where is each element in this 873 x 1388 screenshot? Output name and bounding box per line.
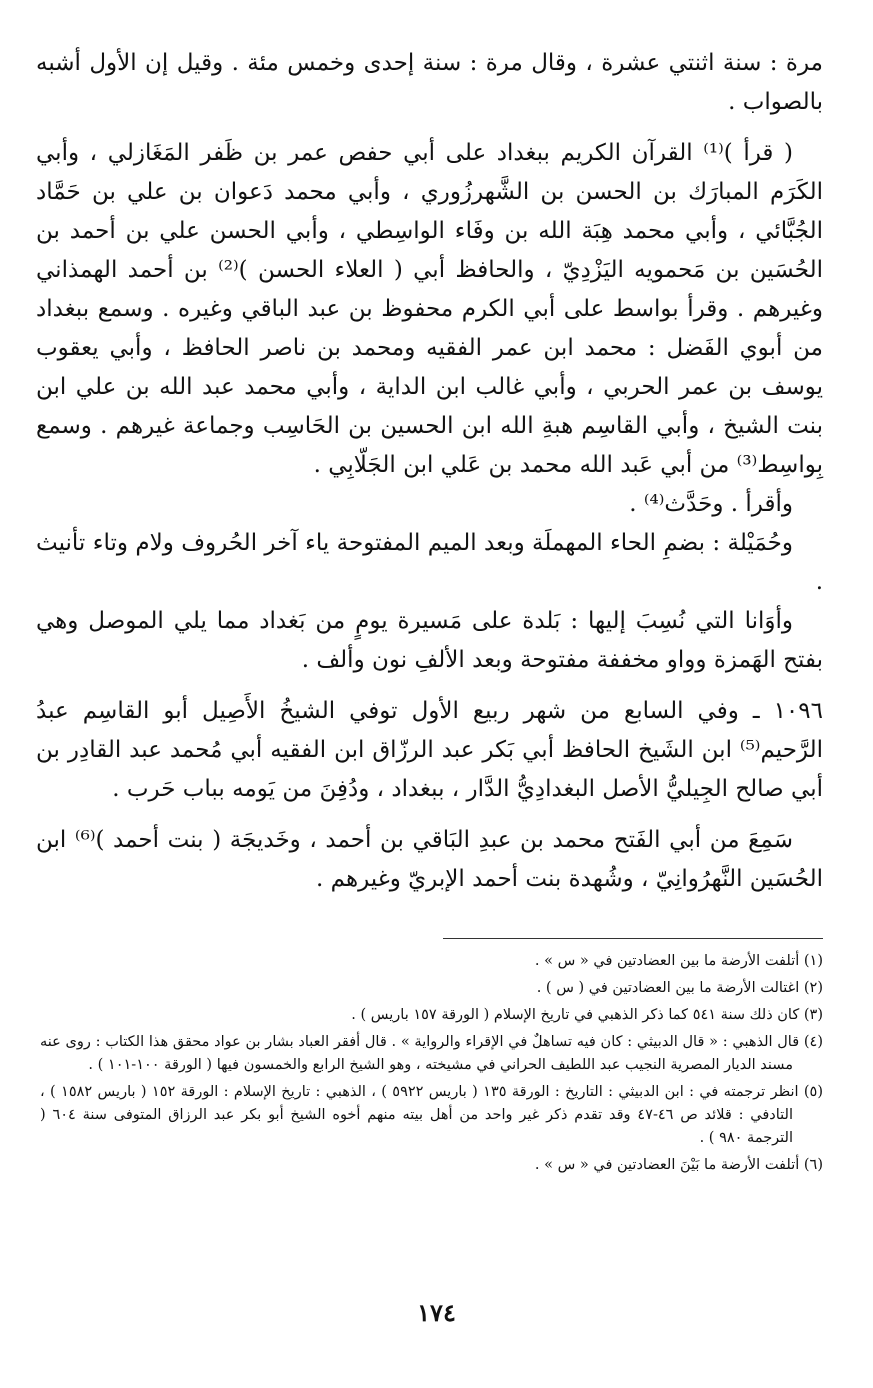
paragraph-humayla-note: وحُمَيْلة : بضمِ الحاء المهملَة وبعد الميم المفتوحة ياء آخر الحُروف ولام وتاء تأنيث . [36,530,823,595]
footnote-6: (٦) أتلفت الأرضة ما بَيْنَ العضادتين في « س » . [534,1157,823,1173]
entry-1096: ١٠٩٦ ـ وفي السابع من شهر ربيع الأول توفي الشيخُ الأَصِيل أبو القاسِم عبدُ الرَّحيم⁽⁵⁾ ابن الشَيخ الحافظ أبي بَكر عبد الرزّاق ابن الفقيه أبي مُحمد عبد القادِر بن أبي صالح الجِيليُّ الأصل البغدادِيُّ الدَّار ، ببغداد ، ودُفِنَ من يَومه بباب حَرب . [36,698,823,802]
paragraph-continuation: مرة : سنة اثنتي عشرة ، وقال مرة : سنة إحدى وخمس مئة . وقيل إن الأول أشبه بالصواب . [36,50,823,115]
footnote-2: (٢) اغتالت الأرضة ما بين العضادتين في ( س ) . [536,980,823,996]
paragraph-readings: ( قرأ )⁽¹⁾ القرآن الكريم ببغداد على أبي حفص عمر بن ظَفر المَغَازلي ، وأبي الكَرَم المبارَك بن الحسن بن الشَّهرزُوري ، وأبي محمد دَعوان بن علي بن حَمَّاد الجُبَّائي ، وأبي محمد هِبَة الله بن وفَاء الواسِطي ، وأبي الحسن علي بن أحمد بن الحُسَين بن مَحمويه اليَزْدِيّ ، والحافظ أبي ( العلاء الحسن )⁽²⁾ بن أحمد الهمذاني وغيرهم . وقرأ بواسط على أبي الكرم محفوظ بن عبد الباقي وغيره . وسمع ببغداد من أبوي الفَضل : محمد ابن عمر الفقيه ومحمد بن ناصر الحافظ ، وأبي يعقوب يوسف بن عمر الحربي ، وأبي غالب ابن الداية ، وأبي محمد عبد الله بن علي ابن بنت الشيخ ، وأبي القاسِم هبةِ الله ابن الحسين بن الحَاسِب وجماعة غيرهم . وسمع بِواسِط⁽³⁾ من أبي عَبد الله محمد بن عَلي ابن الجَلّابِي . [36,140,823,478]
footnote-1: (١) أتلفت الأرضة ما بين العضادتين في « س » . [534,953,823,969]
footnote-5: (٥) انظر ترجمته في : ابن الدبيثي : التاريخ : الورقة ١٣٥ ( باريس ٥٩٢٢ ) ، الذهبي : تاريخ الإسلام : الورقة ١٥٢ ( باريس ١٥٨٢ ) ، التادفي : قلائد ص ٤٦-٤٧ وقد تقدم ذكر غير واحد من أهل بيته منهم أخوه الشيخ أبو بكر عبد الرزاق المتوفى سنة ٦٠٤ ( الترجمة ٩٨٠ ) . [40,1084,824,1146]
paragraph-heard-from: سَمِعَ من أبي الفَتح محمد بن عبدِ البَاقي بن أحمد ، وخَديجَة ( بنت أحمد )⁽⁶⁾ ابن الحُسَين النَّهرُوانِيّ ، وشُهدة بنت أحمد الإبريّ وغيرهم . [36,827,823,892]
footnote-separator [443,938,823,939]
paragraph-awana-note: وأوَانا التي نُسِبَ إليها : بَلدة على مَسيرة يومٍ من بَغداد مما يلي الموصل وهي بفتح الهَمزة وواو مخففة مفتوحة وبعد الألفِ نون وألف . [36,608,823,673]
footnote-4: (٤) قال الذهبي : « قال الدبيثي : كان فيه تساهلٌ في الإقراء والرواية » . قال أفقر العباد بشار بن عواد محقق هذا الكتاب : روى عنه مسند الديار المصرية النجيب عبد اللطيف الحراني في مشيخته ، وهو الشيخ الرابع والخمسون فيها ( الورقة ١٠٠-١٠١ ) . [40,1034,823,1073]
paragraph-taught: وأقرأ . وحَدَّث⁽⁴⁾ . [629,491,793,517]
footnotes [40,950,823,1177]
footnote-3: (٣) كان ذلك سنة ٥٤١ كما ذكر الذهبي في تاريخ الإسلام ( الورقة ١٥٧ باريس ) . [351,1007,823,1023]
page-number: ١٧٤ [417,1298,456,1327]
main-text [36,44,823,899]
